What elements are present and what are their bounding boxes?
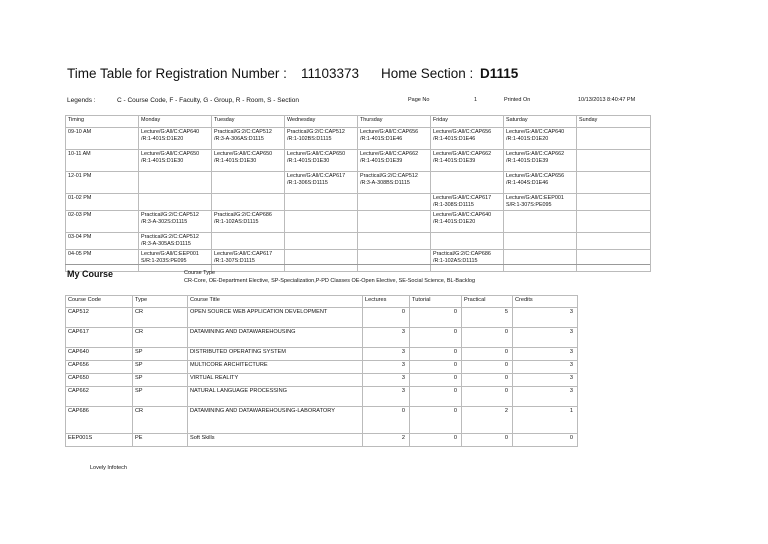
timetable-slot (212, 211, 285, 233)
slot-line: /R:3-A-305AS:D1115 (141, 241, 191, 247)
course-code-cell: CAP686 (66, 407, 133, 434)
course-practical-cell: 0 (462, 434, 513, 447)
course-header-cell: Course Code (66, 296, 133, 308)
course-code-cell: CAP512 (66, 308, 133, 328)
slot-line: /R:1-401S:D1E39 (506, 158, 549, 164)
course-title-cell: NATURAL LANGUAGE PROCESSING (188, 387, 363, 407)
course-practical-cell: 0 (462, 348, 513, 361)
timetable-row (66, 194, 651, 211)
course-credits-cell: 3 (513, 348, 578, 361)
course-header-cell: Practical (462, 296, 513, 308)
slot-line: /R:1-401S:D1E46 (433, 136, 476, 142)
course-tutorial-cell: 0 (410, 328, 462, 348)
timetable-slot (212, 172, 285, 194)
slot-line: /R:1-401S:D1E20 (433, 219, 476, 225)
timetable-slot (358, 128, 431, 150)
timetable-slot (358, 150, 431, 172)
timetable-slot (577, 211, 651, 233)
course-type-label: Course Type (184, 270, 216, 276)
slot-line: Lecture/G:All/C:CAP640 (141, 129, 200, 135)
slot-line: /R:3-A-302S:D1115 (141, 219, 188, 225)
course-code-cell: CAP640 (66, 348, 133, 361)
timetable-slot (431, 250, 504, 272)
slot-line: Lecture/G:All/C:EEP001 (506, 195, 564, 201)
timetable-slot (504, 250, 577, 272)
timetable-slot (504, 150, 577, 172)
printed-on-label: Printed On (504, 97, 531, 103)
course-lectures-cell: 3 (363, 328, 410, 348)
course-credits-cell: 3 (513, 374, 578, 387)
my-course-heading: My Course (67, 269, 114, 279)
timetable-header-cell: Tuesday (212, 116, 285, 128)
timetable-slot (577, 194, 651, 211)
slot-line: /R:1-401S:D1E46 (360, 136, 403, 142)
slot-line: S/R:1-203S:PE095 (141, 258, 187, 264)
registration-number: 11103373 (301, 66, 360, 81)
timetable-header-cell: Timing (66, 116, 139, 128)
slot-line: Lecture/G:All/C:CAP617 (433, 195, 492, 201)
slot-line: /R:1-307S:D1115 (214, 258, 255, 264)
timetable-row (66, 128, 651, 150)
slot-line: S/R:1-307S:PE095 (506, 202, 552, 208)
course-tutorial-cell: 0 (410, 361, 462, 374)
course-credits-cell: 1 (513, 407, 578, 434)
course-code-cell: CAP650 (66, 374, 133, 387)
slot-line: /R:3-A-306AS:D1115 (214, 136, 264, 142)
timetable-slot (212, 128, 285, 150)
timetable-slot (504, 194, 577, 211)
legends-text: C - Course Code, F - Faculty, G - Group, R - Room, S - Section (117, 97, 299, 104)
course-type-cell: SP (133, 361, 188, 374)
timetable-row (66, 150, 651, 172)
timetable-slot (577, 250, 651, 272)
course-lectures-cell: 3 (363, 374, 410, 387)
course-header-row (66, 296, 578, 308)
timetable-header-cell: Saturday (504, 116, 577, 128)
timetable-slot (212, 194, 285, 211)
course-title-cell: DISTRIBUTED OPERATING SYSTEM (188, 348, 363, 361)
course-practical-cell: 5 (462, 308, 513, 328)
course-header-cell: Course Title (188, 296, 363, 308)
course-row (66, 374, 578, 387)
timetable-slot (212, 233, 285, 250)
slot-line: Lecture/G:All/C:CAP662 (506, 151, 565, 157)
course-title-cell: DATAMINING AND DATAWAREHOUSING-LABORATORY (188, 407, 363, 434)
course-header-cell: Lectures (363, 296, 410, 308)
course-credits-cell: 3 (513, 308, 578, 328)
section-divider (65, 264, 650, 265)
slot-line: /R:1-102AS:D1115 (214, 219, 259, 225)
slot-line: Lecture/G:All/C:CAP650 (214, 151, 273, 157)
course-title-cell: MULTICORE ARCHITECTURE (188, 361, 363, 374)
slot-line: /R:1-401S:D1E20 (141, 136, 184, 142)
timing-cell: 01-02 PM (66, 194, 139, 211)
timetable-slot (431, 194, 504, 211)
course-type-cell: CR (133, 407, 188, 434)
course-type-cell: PE (133, 434, 188, 447)
timetable-slot (285, 211, 358, 233)
timetable-slot (431, 233, 504, 250)
course-lectures-cell: 0 (363, 308, 410, 328)
course-title-cell: OPEN SOURCE WEB APPLICATION DEVELOPMENT (188, 308, 363, 328)
home-section-label: Home Section : (381, 66, 474, 81)
course-title-cell: DATAMINING AND DATAWAREHOUSING (188, 328, 363, 348)
footer-text: Lovely Infotech (90, 465, 127, 471)
course-lectures-cell: 3 (363, 361, 410, 374)
timing-cell: 04-05 PM (66, 250, 139, 272)
timetable-slot (504, 233, 577, 250)
timing-cell: 09-10 AM (66, 128, 139, 150)
course-code-cell: CAP617 (66, 328, 133, 348)
timetable-slot (358, 211, 431, 233)
course-row (66, 308, 578, 328)
slot-line: Lecture/G:All/C:CAP656 (506, 173, 565, 179)
timetable-slot (577, 128, 651, 150)
course-practical-cell: 0 (462, 361, 513, 374)
home-section-value: D1115 (480, 66, 519, 81)
timetable-slot (431, 150, 504, 172)
slot-line: Practical/G:2/C:CAP686 (433, 251, 491, 257)
course-header-cell: Credits (513, 296, 578, 308)
timetable-slot (504, 211, 577, 233)
timetable-slot (285, 194, 358, 211)
timing-cell: 03-04 PM (66, 233, 139, 250)
course-code-cell: EEP001S (66, 434, 133, 447)
course-practical-cell: 2 (462, 407, 513, 434)
page-no-value: 1 (474, 97, 478, 103)
timetable-slot (358, 250, 431, 272)
slot-line: /R:1-404S:D1E46 (506, 180, 549, 186)
timetable-row (66, 211, 651, 233)
course-type-cell: SP (133, 374, 188, 387)
course-type-cell: SP (133, 387, 188, 407)
slot-line: Lecture/G:All/C:CAP650 (287, 151, 346, 157)
timetable-header-cell: Friday (431, 116, 504, 128)
timing-cell: 02-03 PM (66, 211, 139, 233)
course-title-cell: VIRTUAL REALITY (188, 374, 363, 387)
slot-line: /R:1-306S:D1115 (287, 180, 328, 186)
course-tutorial-cell: 0 (410, 407, 462, 434)
timetable-slot (358, 233, 431, 250)
slot-line: Lecture/G:All/C:CAP662 (433, 151, 492, 157)
slot-line: Lecture/G:All/C:CAP617 (214, 251, 273, 257)
timetable-slot (139, 172, 212, 194)
course-type-cell: SP (133, 348, 188, 361)
timetable-header-cell: Thursday (358, 116, 431, 128)
slot-line: Practical/G:2/C:CAP512 (214, 129, 272, 135)
slot-line: Lecture/G:All/C:CAP650 (141, 151, 200, 157)
course-lectures-cell: 3 (363, 387, 410, 407)
timetable-header-cell: Monday (139, 116, 212, 128)
slot-line: /R:1-401S:D1E30 (287, 158, 330, 164)
course-tutorial-cell: 0 (410, 374, 462, 387)
slot-line: Practical/G:2/C:CAP512 (141, 234, 199, 240)
slot-line: Lecture/G:All/C:CAP656 (360, 129, 419, 135)
timetable-row (66, 172, 651, 194)
timetable-slot (139, 194, 212, 211)
course-type-cell: CR (133, 328, 188, 348)
course-practical-cell: 0 (462, 387, 513, 407)
timetable-slot (285, 150, 358, 172)
course-row (66, 407, 578, 434)
timetable-slot (504, 172, 577, 194)
course-table (65, 295, 578, 447)
course-row (66, 361, 578, 374)
course-row (66, 434, 578, 447)
course-code-cell: CAP662 (66, 387, 133, 407)
timetable-slot (139, 211, 212, 233)
course-title-cell: Soft Skills (188, 434, 363, 447)
course-row (66, 328, 578, 348)
slot-line: /R:1-401S:D1E39 (433, 158, 476, 164)
timetable-slot (139, 128, 212, 150)
timetable-slot (431, 211, 504, 233)
slot-line: Lecture/G:All/C:EEP001 (141, 251, 199, 257)
timetable (65, 115, 651, 272)
course-credits-cell: 3 (513, 361, 578, 374)
course-lectures-cell: 2 (363, 434, 410, 447)
timetable-slot (504, 128, 577, 150)
timetable-slot (358, 172, 431, 194)
slot-line: /R:3-A-308BS:D1115 (360, 180, 410, 186)
timetable-slot (285, 233, 358, 250)
course-practical-cell: 0 (462, 374, 513, 387)
timetable-slot (139, 150, 212, 172)
course-type-text: CR-Core, OE-Department Elective, SP-Specialization,P-PD Classes OE-Open Elective, SE-Social Science, BL-Backlog (184, 278, 476, 284)
course-type-cell: CR (133, 308, 188, 328)
slot-line: Lecture/G:All/C:CAP617 (287, 173, 346, 179)
course-code-cell: CAP656 (66, 361, 133, 374)
timetable-slot (577, 233, 651, 250)
slot-line: /R:1-401S:D1E20 (506, 136, 549, 142)
slot-line: /R:1-401S:D1E30 (214, 158, 257, 164)
course-tutorial-cell: 0 (410, 308, 462, 328)
slot-line: Lecture/G:All/C:CAP640 (506, 129, 565, 135)
timetable-slot (139, 250, 212, 272)
course-header-cell: Tutorial (410, 296, 462, 308)
page-no-label: Page No (408, 97, 430, 103)
legends-label: Legends : (67, 97, 96, 104)
course-practical-cell: 0 (462, 328, 513, 348)
timetable-header-cell: Wednesday (285, 116, 358, 128)
timetable-slot (431, 172, 504, 194)
slot-line: Lecture/G:All/C:CAP656 (433, 129, 492, 135)
slot-line: Practical/G:2/C:CAP512 (360, 173, 418, 179)
timetable-slot (212, 150, 285, 172)
timetable-row (66, 233, 651, 250)
course-row (66, 387, 578, 407)
printed-on-value: 10/13/2013 8:40:47 PM (578, 97, 636, 103)
page-title: Time Table for Registration Number : (67, 66, 287, 81)
course-header-cell: Type (133, 296, 188, 308)
timetable-slot (285, 250, 358, 272)
slot-line: Practical/G:2/C:CAP512 (287, 129, 345, 135)
course-credits-cell: 3 (513, 387, 578, 407)
timetable-slot (285, 128, 358, 150)
course-tutorial-cell: 0 (410, 348, 462, 361)
slot-line: Lecture/G:All/C:CAP640 (433, 212, 492, 218)
slot-line: /R:1-401S:D1E30 (141, 158, 184, 164)
slot-line: Practical/G:2/C:CAP686 (214, 212, 272, 218)
timetable-row (66, 250, 651, 272)
course-tutorial-cell: 0 (410, 387, 462, 407)
timetable-slot (431, 128, 504, 150)
timetable-slot (358, 194, 431, 211)
timetable-slot (577, 150, 651, 172)
timetable-slot (212, 250, 285, 272)
course-credits-cell: 0 (513, 434, 578, 447)
course-credits-cell: 3 (513, 328, 578, 348)
timetable-header-cell: Sunday (577, 116, 651, 128)
timetable-header-row (66, 116, 651, 128)
timetable-slot (285, 172, 358, 194)
slot-line: /R:1-308S:D1115 (433, 202, 474, 208)
course-lectures-cell: 3 (363, 348, 410, 361)
slot-line: /R:1-401S:D1E39 (360, 158, 403, 164)
slot-line: /R:1-102BS:D1115 (287, 136, 332, 142)
course-row (66, 348, 578, 361)
slot-line: Lecture/G:All/C:CAP662 (360, 151, 419, 157)
timetable-slot (139, 233, 212, 250)
timetable-slot (577, 172, 651, 194)
course-lectures-cell: 0 (363, 407, 410, 434)
slot-line: /R:1-102AS:D1115 (433, 258, 478, 264)
course-tutorial-cell: 0 (410, 434, 462, 447)
timing-cell: 10-11 AM (66, 150, 139, 172)
timing-cell: 12-01 PM (66, 172, 139, 194)
slot-line: Practical/G:2/C:CAP512 (141, 212, 199, 218)
